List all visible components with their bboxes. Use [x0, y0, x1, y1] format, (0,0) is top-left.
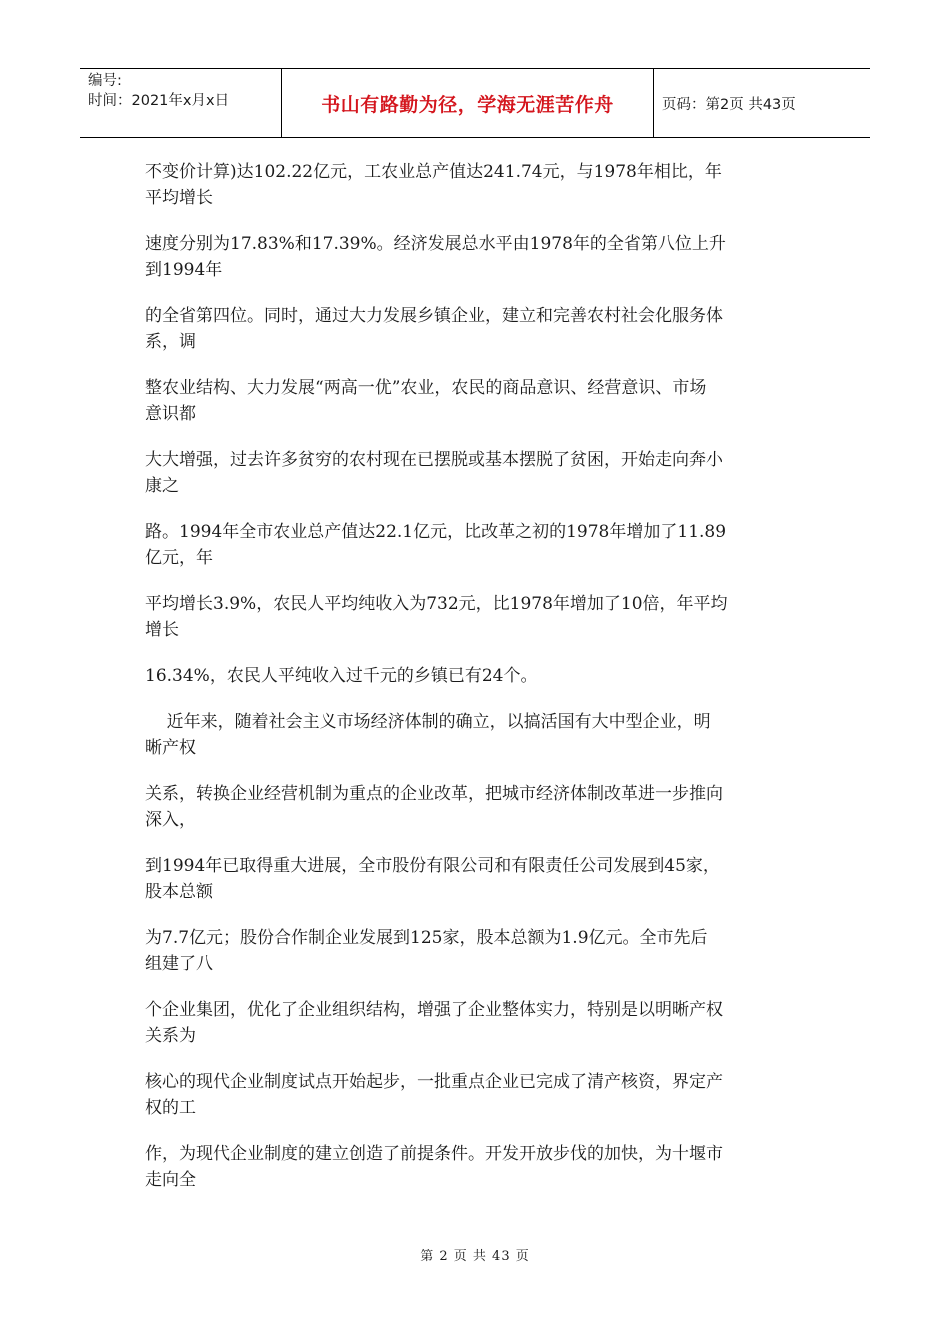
paragraph: 的全省第四位。同时，通过大力发展乡镇企业，建立和完善农村社会化服务体 系，调 [145, 306, 723, 352]
paragraph: 核心的现代企业制度试点开始起步，一批重点企业已完成了清产核资，界定产 权的工 [145, 1072, 723, 1118]
page-header [80, 68, 870, 138]
page-footer: 第 2 页 共 43 页 [420, 1249, 530, 1264]
header-meta [80, 69, 282, 137]
document-number-label: 编号: [88, 73, 122, 89]
page-info-text: 页码：第2页 共43页 [662, 96, 796, 113]
header-page-info [654, 69, 870, 137]
paragraph: 不变价计算)达102.22亿元，工农业总产值达241.74元，与1978年相比，年 平均增长 [145, 162, 722, 208]
paragraph: 为7.7亿元；股份合作制企业发展到125家，股本总额为1.9亿元。全市先后 组建了八 [145, 928, 708, 974]
paragraph: 大大增强，过去许多贫穷的农村现在已摆脱或基本摆脱了贫困，开始走向奔小 康之 [145, 450, 723, 496]
paragraph: 近年来，随着社会主义市场经济体制的确立，以搞活国有大中型企业，明 晰产权 [145, 712, 711, 758]
paragraph: 整农业结构、大力发展“两高一优”农业，农民的商品意识、经营意识、市场 意识都 [145, 378, 707, 424]
paragraph: 速度分别为17.83%和17.39%。经济发展总水平由1978年的全省第八位上升 到1994年 [145, 234, 726, 280]
motto-text: 书山有路勤为径，学海无涯苦作舟 [321, 93, 614, 116]
paragraph: 作，为现代企业制度的建立创造了前提条件。开发开放步伐的加快，为十堰市 走向全 [145, 1144, 723, 1190]
paragraph: 关系，转换企业经营机制为重点的企业改革，把城市经济体制改革进一步推向 深入， [145, 784, 723, 830]
document-body [145, 159, 805, 1213]
paragraph: 路。1994年全市农业总产值达22.1亿元，比改革之初的1978年增加了11.89 亿元，年 [145, 522, 727, 568]
paragraph: 个企业集团，优化了企业组织结构，增强了企业整体实力，特别是以明晰产权 关系为 [145, 1000, 723, 1046]
paragraph: 16.34%，农民人平纯收入过千元的乡镇已有24个。 [145, 666, 538, 686]
document-time: 时间：2021年x月x日 [88, 93, 230, 109]
paragraph: 到1994年已取得重大进展，全市股份有限公司和有限责任公司发展到45家， 股本总额 [145, 856, 720, 902]
header-motto-cell [282, 69, 654, 137]
paragraph: 平均增长3.9%，农民人平均纯收入为732元，比1978年增加了10倍，年平均 增长 [145, 594, 728, 640]
